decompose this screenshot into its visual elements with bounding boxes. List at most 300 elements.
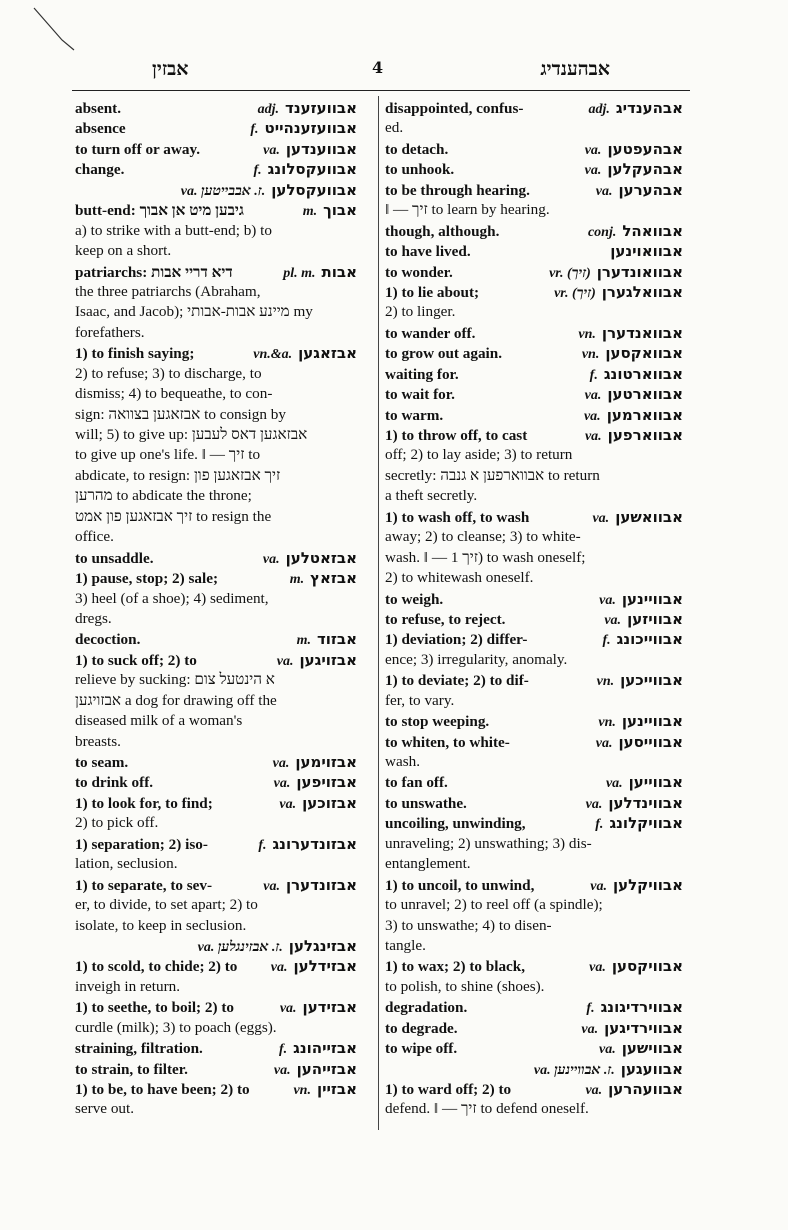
- dictionary-line: [75, 241, 357, 261]
- entry-gloss: to refuse, to reject.: [385, 610, 506, 628]
- dictionary-line: [385, 425, 683, 445]
- entry-gloss: 1) deviation; 2) differ-: [385, 631, 528, 649]
- dictionary-line: [75, 772, 357, 792]
- dictionary-line: [385, 793, 683, 813]
- entry-headword: אבוויינען: [621, 589, 683, 608]
- entry-gloss: serve out.: [75, 1100, 135, 1118]
- entry-gloss: sign: אבזאגען בצוואה to consign by: [75, 405, 286, 423]
- entry-headword: אבוויקלען: [612, 875, 683, 894]
- entry-grammar: va.: [595, 735, 613, 751]
- dictionary-line: [75, 343, 357, 363]
- entry-gloss: 1) to wax; 2) to black,: [385, 958, 526, 976]
- entry-gloss: straining, filtration.: [75, 1040, 203, 1058]
- dictionary-line: [385, 691, 683, 711]
- entry-gloss: 3) heel (of a shoe); 4) sediment,: [75, 589, 269, 607]
- entry-grammar: f.: [253, 163, 262, 179]
- entry-headword: אבוואוינען: [610, 242, 683, 261]
- entry-gloss: unraveling; 2) unswathing; 3) dis-: [385, 834, 592, 852]
- entry-gloss: to unsaddle.: [75, 549, 154, 567]
- entry-gloss: to have lived.: [385, 243, 471, 261]
- entry-gloss: to give up one's life. ‖ — זיך to: [75, 446, 261, 464]
- entry-gloss: butt-end: גיבען מיט אן אבוך: [75, 202, 244, 220]
- entry-grammar: va.: [262, 551, 280, 567]
- dictionary-line: [75, 118, 357, 138]
- entry-grammar: vn.: [596, 674, 615, 690]
- dictionary-line: [385, 262, 683, 282]
- entry-headword: אבוועגען: [620, 1059, 683, 1078]
- entry-gloss: off; 2) to lay aside; 3) to return: [385, 446, 573, 464]
- entry-headword: אבהערען: [618, 180, 683, 199]
- entry-grammar: f.: [278, 1042, 288, 1058]
- dictionary-line: [385, 159, 683, 179]
- entry-gloss: breasts.: [75, 732, 121, 750]
- entry-gloss: a) to strike with a butt-end; b) to: [75, 221, 272, 239]
- entry-gloss: 1) to scold, to chide; 2) to: [75, 958, 238, 976]
- dictionary-line: [75, 139, 357, 159]
- dictionary-line: [385, 384, 683, 404]
- dictionary-line: [75, 364, 357, 384]
- entry-grammar: va.: [589, 960, 606, 976]
- entry-gloss: 1) to separate, to sev-: [75, 876, 213, 894]
- entry-grammar: va.: [276, 653, 294, 669]
- header-guide-word-right: אבזין: [152, 58, 189, 80]
- entry-headword: אבזייהען: [296, 1059, 357, 1078]
- entry-gloss: absent.: [75, 100, 121, 117]
- entry-grammar: f.: [250, 122, 259, 138]
- dictionary-line: [385, 813, 683, 833]
- dictionary-line: [75, 302, 357, 322]
- entry-headword: אבווארפען: [607, 426, 683, 444]
- entry-gloss: will; 5) to give up: אבזאגען דאס לעבען: [75, 426, 308, 443]
- entry-headword: אבווייען: [628, 773, 683, 792]
- entry-grammar: va.: [263, 878, 280, 894]
- entry-grammar: f.: [595, 817, 604, 833]
- entry-headword: אבווירדיגען: [604, 1018, 683, 1037]
- dictionary-line: [75, 323, 357, 343]
- dictionary-line: [75, 732, 357, 752]
- entry-gloss: isolate, to keep in seclusion.: [75, 916, 247, 934]
- entry-grammar: m.: [302, 204, 318, 220]
- dictionary-line: [75, 813, 357, 833]
- dictionary-line: [75, 527, 357, 547]
- entry-headword: אבזידען: [302, 998, 357, 1017]
- entry-gloss: wash.: [385, 753, 421, 770]
- column-divider: [378, 96, 379, 1130]
- entry-gloss: secretly: אבווארפען א גנבה to return: [385, 466, 600, 484]
- entry-gloss: 2) to linger.: [385, 303, 456, 321]
- entry-gloss: 1) separation; 2) iso-: [75, 835, 208, 853]
- entry-gloss: diseased milk of a woman's: [75, 712, 243, 730]
- entry-headword: אבוויקלונג: [609, 814, 683, 833]
- entry-headword: אבוויינען: [621, 712, 683, 731]
- dictionary-line: [75, 997, 357, 1017]
- entry-gloss: 2) to pick off.: [75, 814, 159, 832]
- dictionary-line: [75, 1038, 357, 1058]
- entry-headword: אבווייכונג: [616, 630, 683, 649]
- dictionary-line: [75, 507, 357, 527]
- entry-gloss: fer, to vary.: [385, 691, 455, 709]
- entry-headword: אבוואנדערן: [601, 323, 683, 342]
- entry-headword: אבווענדען: [285, 139, 357, 158]
- entry-gloss: מהרען to abdicate the throne;: [75, 487, 252, 505]
- entry-gloss: to grow out again.: [385, 345, 503, 363]
- entry-grammar: va. ז. אבזינגלען.: [197, 939, 283, 955]
- entry-headword: אבהענדיג: [615, 99, 683, 117]
- entry-grammar: adj.: [588, 102, 610, 117]
- entry-gloss: a theft secretly.: [385, 487, 478, 505]
- entry-grammar: va.: [273, 776, 291, 792]
- entry-headword: אבהעפטען: [607, 139, 683, 158]
- entry-headword: אבזונדערונג: [272, 834, 357, 853]
- entry-gloss: office.: [75, 528, 114, 546]
- entry-grammar: f.: [602, 633, 611, 649]
- entry-grammar: va.: [604, 612, 622, 628]
- dictionary-line: [385, 98, 683, 118]
- entry-gloss: change.: [75, 161, 125, 179]
- entry-gloss: זיך אבזאגען פון אמט to resign the: [75, 507, 272, 525]
- entry-headword: אבווארטען: [607, 385, 683, 404]
- entry-headword: אבווייסען: [618, 732, 683, 751]
- dictionary-line: [385, 118, 683, 138]
- entry-grammar: va.: [598, 1042, 616, 1058]
- entry-gloss: patriarchs: דיא דריי אבות: [75, 263, 233, 281]
- dictionary-line: [75, 875, 357, 895]
- dictionary-line: [385, 1079, 683, 1099]
- entry-headword: אבוויקסען: [611, 957, 683, 976]
- entry-gloss: absence: [75, 120, 126, 138]
- entry-grammar: vn.&a.: [253, 347, 293, 363]
- entry-gloss: curdle (milk); 3) to poach (eggs).: [75, 1018, 277, 1036]
- entry-grammar: va.: [273, 1062, 291, 1078]
- entry-grammar: va.: [279, 796, 297, 812]
- entry-gloss: to unswathe.: [385, 794, 467, 812]
- entry-grammar: vr. (זיך): [554, 285, 596, 301]
- dictionary-line: [75, 609, 357, 629]
- dictionary-line: [75, 895, 357, 915]
- entry-gloss: ence; 3) irregularity, anomaly.: [385, 650, 568, 668]
- entry-headword: אבוואונדערן: [596, 262, 683, 281]
- entry-gloss: relieve by sucking: א הינטעל צום: [75, 671, 275, 689]
- entry-grammar: va.: [584, 429, 602, 444]
- entry-grammar: va.: [270, 960, 288, 976]
- dictionary-line: [75, 200, 357, 220]
- dictionary-line: [385, 568, 683, 588]
- dictionary-line: [75, 650, 357, 670]
- entry-grammar: va.: [279, 1001, 297, 1017]
- entry-grammar: vn.: [581, 347, 600, 363]
- header-rule: [72, 90, 690, 91]
- dictionary-line: [75, 282, 357, 302]
- entry-headword: אבווינדלען: [608, 793, 683, 812]
- dictionary-line: [385, 200, 683, 220]
- dictionary-line: [385, 445, 683, 465]
- entry-gloss: er, to divide, to set apart; 2) to: [75, 896, 258, 914]
- entry-headword: אבוואשען: [615, 507, 683, 526]
- entry-headword: אבווירדיגונג: [600, 998, 683, 1017]
- dictionary-line: [75, 793, 357, 813]
- entry-headword: אבוועזענהייט: [264, 119, 357, 138]
- entry-gloss: though, although.: [385, 222, 500, 240]
- entry-grammar: adj.: [257, 102, 280, 117]
- entry-gloss: to unravel; 2) to reel off (a spindle);: [385, 896, 603, 914]
- entry-headword: אבווארמען: [606, 405, 683, 424]
- entry-gloss: 1) to ward off; 2) to: [385, 1081, 512, 1098]
- entry-grammar: f.: [589, 367, 598, 383]
- entry-gloss: entanglement.: [385, 855, 471, 873]
- dictionary-line: [385, 1099, 683, 1119]
- entry-grammar: m.: [289, 572, 305, 588]
- entry-gloss: to degrade.: [385, 1019, 458, 1037]
- dictionary-line: [385, 1059, 683, 1079]
- entry-gloss: to unhook.: [385, 161, 455, 179]
- entry-headword: אבזאטלען: [285, 548, 357, 567]
- entry-gloss: to wipe off.: [385, 1040, 458, 1058]
- entry-gloss: the three patriarchs (Abraham,: [75, 282, 261, 300]
- dictionary-line: [385, 895, 683, 915]
- entry-grammar: vn.: [598, 715, 616, 731]
- dictionary-line: [75, 445, 357, 465]
- entry-headword: אבזוכען: [302, 793, 357, 812]
- entry-gloss: forefathers.: [75, 323, 145, 341]
- entry-gloss: Isaac, and Jacob); מיינע אבות-אבותי my: [75, 303, 313, 321]
- entry-grammar: va.: [584, 388, 602, 404]
- entry-headword: אבווייכען: [620, 671, 683, 690]
- dictionary-line: [385, 486, 683, 506]
- entry-gloss: 1) to lie about;: [385, 283, 480, 301]
- dictionary-line: [385, 834, 683, 854]
- entry-gloss: 1) to deviate; 2) to dif-: [385, 672, 529, 690]
- entry-gloss: wash. ‖ — זיך 1) to wash oneself;: [385, 548, 586, 566]
- dictionary-line: [385, 609, 683, 629]
- dictionary-line: [75, 670, 357, 690]
- entry-gloss: to turn off or away.: [75, 140, 201, 158]
- dictionary-line: [385, 1038, 683, 1058]
- running-header: [72, 58, 690, 88]
- dictionary-line: [385, 282, 683, 302]
- entry-grammar: va.: [590, 878, 607, 894]
- entry-gloss: dregs.: [75, 609, 112, 627]
- entry-grammar: vn.: [578, 326, 596, 342]
- right-column: [385, 98, 683, 1120]
- header-guide-word-left: אבהענדיג: [540, 58, 610, 80]
- entry-headword: אבזיין: [316, 1080, 357, 1098]
- entry-headword: אבזידלען: [293, 957, 357, 976]
- dictionary-line: [75, 548, 357, 568]
- entry-grammar: va.: [592, 510, 610, 526]
- entry-gloss: abdicate, to resign: זיך אבזאגען פון: [75, 466, 281, 484]
- dictionary-line: [385, 732, 683, 752]
- dictionary-line: [75, 977, 357, 997]
- entry-headword: אבוויזען: [627, 609, 683, 628]
- entry-gloss: to fan off.: [385, 774, 448, 792]
- entry-headword: אבות: [321, 262, 357, 281]
- dictionary-line: [75, 486, 357, 506]
- dictionary-line: [385, 752, 683, 772]
- entry-gloss: to stop weeping.: [385, 713, 490, 731]
- dictionary-line: [385, 916, 683, 936]
- entry-grammar: vn.: [293, 1083, 311, 1098]
- entry-gloss: 3) to unswathe; 4) to disen-: [385, 916, 552, 934]
- dictionary-line: [385, 670, 683, 690]
- entry-grammar: conj.: [587, 224, 617, 240]
- dictionary-line: [75, 466, 357, 486]
- entry-gloss: אבזויגען a dog for drawing off the: [75, 691, 277, 709]
- dictionary-line: [385, 405, 683, 425]
- entry-headword: אבוועהרען: [608, 1080, 683, 1098]
- entry-gloss: ‖ — זיך to learn by hearing.: [385, 201, 550, 219]
- entry-gloss: defend. ‖ — זיך to defend oneself.: [385, 1100, 589, 1118]
- entry-grammar: va.: [272, 756, 290, 771]
- entry-gloss: lation, seclusion.: [75, 855, 178, 873]
- dictionary-line: [75, 1018, 357, 1038]
- dictionary-line: [385, 527, 683, 547]
- entry-grammar: m.: [296, 633, 311, 649]
- entry-headword: אבזאגען: [298, 344, 357, 363]
- dictionary-line: [385, 241, 683, 261]
- dictionary-line: [385, 323, 683, 343]
- dictionary-line: [75, 568, 357, 588]
- dictionary-line: [75, 221, 357, 241]
- dictionary-line: [75, 854, 357, 874]
- left-column: [75, 98, 357, 1120]
- entry-gloss: inveigh in return.: [75, 977, 181, 995]
- entry-grammar: va. ז. אבבייטען.: [180, 183, 266, 199]
- entry-grammar: va.: [584, 142, 602, 158]
- entry-gloss: decoction.: [75, 631, 141, 649]
- dictionary-line: [385, 343, 683, 363]
- corner-pencil-mark: [0, 0, 90, 60]
- entry-gloss: to be through hearing.: [385, 181, 530, 199]
- dictionary-line: [385, 1018, 683, 1038]
- dictionary-line: [385, 180, 683, 200]
- dictionary-line: [385, 589, 683, 609]
- entry-gloss: 2) to whitewash oneself.: [385, 569, 534, 587]
- dictionary-line: [385, 466, 683, 486]
- dictionary-line: [75, 916, 357, 936]
- entry-headword: אבזאץ: [310, 569, 357, 588]
- dictionary-line: [385, 548, 683, 568]
- entry-headword: אבזייהונג: [293, 1039, 357, 1058]
- entry-gloss: 1) to uncoil, to unwind,: [385, 876, 535, 894]
- entry-headword: אבזינגלען: [288, 936, 357, 955]
- dictionary-line: [75, 629, 357, 649]
- dictionary-line: [75, 1079, 357, 1099]
- entry-gloss: degradation.: [385, 999, 468, 1017]
- entry-gloss: to detach.: [385, 140, 449, 158]
- dictionary-line: [385, 711, 683, 731]
- entry-headword: אבוואקסען: [605, 344, 683, 363]
- entry-gloss: 2) to refuse; 3) to discharge, to: [75, 364, 262, 382]
- entry-gloss: away; 2) to cleanse; 3) to white-: [385, 528, 581, 546]
- dictionary-line: [75, 1059, 357, 1079]
- entry-grammar: va.: [263, 142, 280, 158]
- dictionary-line: [385, 139, 683, 159]
- entry-headword: אבזויפען: [296, 773, 357, 792]
- entry-gloss: to wander off.: [385, 324, 476, 342]
- dictionary-line: [385, 629, 683, 649]
- entry-grammar: va.: [599, 592, 616, 608]
- entry-gloss: 1) to suck off; 2) to: [75, 651, 197, 669]
- entry-headword: אבוואלגערן: [601, 282, 683, 301]
- dictionary-line: [75, 834, 357, 854]
- entry-headword: אבזויגען: [299, 650, 357, 669]
- dictionary-line: [75, 711, 357, 731]
- entry-gloss: dismiss; 4) to bequeathe, to con-: [75, 385, 273, 403]
- entry-gloss: disappointed, confus-: [385, 100, 524, 117]
- entry-gloss: 1) to finish saying;: [75, 345, 195, 363]
- dictionary-line: [75, 384, 357, 404]
- entry-grammar: va. ז. אבוויינען.: [533, 1062, 615, 1078]
- entry-gloss: to wait for.: [385, 386, 455, 404]
- entry-grammar: va.: [595, 183, 613, 199]
- dictionary-line: [385, 302, 683, 322]
- page-number: 4: [372, 58, 384, 77]
- dictionary-line: [385, 221, 683, 241]
- entry-headword: אבוועזענד: [285, 99, 357, 117]
- dictionary-line: [75, 262, 357, 282]
- entry-gloss: to whiten, to white-: [385, 733, 510, 751]
- dictionary-line: [385, 875, 683, 895]
- entry-gloss: to drink off.: [75, 774, 154, 792]
- entry-headword: אבווארטונג: [603, 364, 683, 383]
- entry-headword: אבווישען: [621, 1039, 683, 1058]
- entry-gloss: to seam.: [75, 754, 129, 771]
- entry-gloss: 1) to look for, to find;: [75, 794, 213, 812]
- entry-gloss: ed.: [385, 119, 404, 137]
- entry-gloss: 1) to wash off, to wash: [385, 508, 530, 526]
- entry-grammar: f.: [586, 1001, 595, 1017]
- entry-headword: אבוועקסלונג: [267, 160, 357, 179]
- dictionary-line: [75, 691, 357, 711]
- dictionary-line: [385, 956, 683, 976]
- entry-grammar: va.: [581, 1021, 599, 1037]
- dictionary-line: [75, 956, 357, 976]
- entry-gloss: 1) to seethe, to boil; 2) to: [75, 999, 235, 1017]
- entry-gloss: 1) pause, stop; 2) sale;: [75, 570, 219, 588]
- entry-grammar: va.: [584, 163, 602, 179]
- dictionary-line: [385, 772, 683, 792]
- entry-headword: אבהעקלען: [607, 160, 683, 179]
- entry-grammar: va.: [585, 796, 603, 812]
- dictionary-line: [75, 159, 357, 179]
- dictionary-line: [75, 936, 357, 956]
- entry-gloss: tangle.: [385, 936, 426, 954]
- entry-grammar: va.: [605, 776, 623, 792]
- entry-headword: אבזוד: [316, 630, 357, 649]
- entry-gloss: to wonder.: [385, 263, 453, 281]
- dictionary-line: [385, 997, 683, 1017]
- entry-gloss: 1) to be, to have been; 2) to: [75, 1081, 250, 1098]
- dictionary-line: [75, 180, 357, 200]
- dictionary-line: [75, 98, 357, 118]
- entry-gloss: to strain, to filter.: [75, 1060, 188, 1078]
- entry-grammar: va.: [585, 1083, 603, 1098]
- entry-headword: אבוך: [323, 201, 357, 220]
- entry-grammar: va.: [583, 408, 601, 424]
- dictionary-line: [75, 405, 357, 425]
- entry-grammar: f.: [258, 837, 267, 853]
- entry-gloss: uncoiling, unwinding,: [385, 815, 526, 833]
- dictionary-line: [385, 936, 683, 956]
- dictionary-line: [385, 507, 683, 527]
- entry-grammar: vr. (זיך): [549, 265, 591, 281]
- entry-gloss: to polish, to shine (shoes).: [385, 977, 545, 995]
- dictionary-line: [385, 977, 683, 997]
- dictionary-line: [75, 1099, 357, 1119]
- entry-gloss: waiting for.: [385, 365, 459, 383]
- entry-headword: אבוועקסלען: [271, 180, 357, 199]
- entry-headword: אבזוימען: [295, 753, 357, 771]
